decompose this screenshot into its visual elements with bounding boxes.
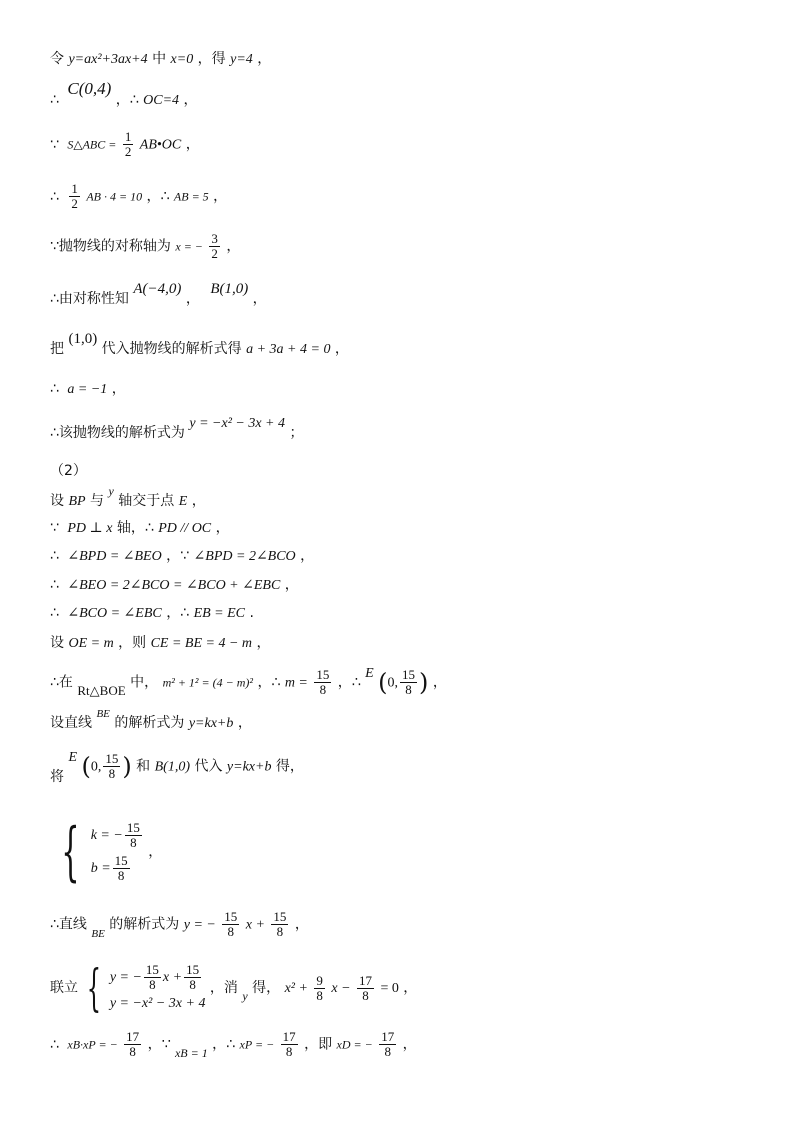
- text: ，: [334, 341, 349, 357]
- math: ∠BPD = 2∠BCO: [193, 549, 296, 564]
- math: y: [108, 484, 114, 498]
- text: 中，: [130, 674, 159, 691]
- math: A(−4,0): [133, 281, 182, 297]
- line-8: [50, 380, 126, 399]
- math: xD = −: [336, 1037, 373, 1052]
- math: 0,: [387, 675, 399, 691]
- line-1: [50, 50, 271, 69]
- text: ，: [213, 188, 228, 205]
- math: E: [178, 494, 188, 509]
- text: ，: [256, 635, 271, 651]
- line-19: [50, 749, 304, 785]
- math: AB = 5: [173, 189, 209, 204]
- math: x −: [331, 981, 351, 996]
- text: ∴该抛物线的解析式为: [50, 425, 185, 441]
- equation-system: y = − $\frac{15}{8}$ x + $\frac{15}{8}$ y = −x² − 3x + 4: [109, 961, 206, 1011]
- line-3: [50, 130, 200, 159]
- text: ，∴: [115, 92, 139, 108]
- text: 将: [50, 768, 64, 785]
- text: ，消: [209, 980, 238, 996]
- text: 代入抛物线的解析式得: [101, 341, 242, 357]
- line-20: [50, 812, 162, 892]
- text: 代入: [194, 758, 223, 775]
- text: ，∵: [166, 548, 190, 564]
- math: ∠BPD = ∠BEO: [67, 549, 162, 564]
- math: (1,0): [68, 331, 98, 347]
- line-22: [50, 958, 417, 1018]
- math: AB · 4 = 10: [86, 189, 143, 204]
- line-18: [50, 708, 252, 733]
- line-7: [50, 331, 349, 359]
- math: x² +: [284, 981, 308, 996]
- math: y=4: [230, 52, 253, 67]
- math: BE: [91, 927, 105, 940]
- text: ，: [226, 238, 241, 255]
- therefore-symbol: ∴: [50, 577, 59, 593]
- text: ∵抛物线的对称轴为: [50, 238, 171, 255]
- math: a + 3a + 4 = 0: [246, 342, 331, 357]
- line-2: [50, 79, 198, 110]
- text: ∴直线: [50, 916, 87, 933]
- therefore-symbol: ∴: [50, 381, 59, 397]
- text: 得，: [252, 980, 281, 996]
- math: OC=4: [143, 93, 180, 108]
- text: ，: [252, 291, 267, 307]
- math: EB = EC: [193, 606, 246, 621]
- text: 得，: [275, 758, 304, 775]
- text: ，: [432, 674, 447, 691]
- line-6: [50, 281, 267, 308]
- math: y=ax²+3ax+4: [68, 52, 148, 67]
- text: 和: [136, 758, 151, 775]
- text: ，: [237, 715, 252, 731]
- math: S△ABC =: [67, 137, 117, 152]
- text: ，: [300, 548, 315, 564]
- line-11: [50, 484, 206, 511]
- text: 轴，∴: [116, 520, 154, 536]
- text: ∴由对称性知: [50, 291, 129, 307]
- text: ，: [402, 1036, 417, 1053]
- because-symbol: ∵: [50, 136, 59, 153]
- therefore-symbol: ∴: [50, 92, 59, 108]
- text: ，: [185, 136, 200, 153]
- text: ；: [289, 425, 304, 441]
- fraction: $\frac{15}{8}$: [316, 667, 330, 697]
- line-15: [50, 604, 254, 623]
- math: 0,: [90, 759, 102, 775]
- text: ，∴: [337, 674, 361, 691]
- line-10: [50, 462, 87, 480]
- fraction: $\frac{15}{8}$: [105, 751, 119, 781]
- math: xB = 1: [174, 1045, 208, 1060]
- section-number: （2）: [50, 463, 87, 479]
- math: y = −: [183, 917, 216, 933]
- fraction: $\frac{3}{2}$: [211, 231, 218, 261]
- math: PD // OC: [158, 521, 212, 536]
- math: y=kx+b: [188, 716, 234, 731]
- text: 轴交于点: [118, 493, 175, 509]
- paren: (: [81, 752, 91, 781]
- text: ，: [257, 51, 272, 67]
- math: xB·xP = −: [67, 1037, 118, 1052]
- math: E: [365, 665, 374, 681]
- math: AB•OC: [139, 137, 182, 153]
- fraction: $\frac{17}{8}$: [381, 1029, 395, 1059]
- text: 把: [50, 341, 64, 357]
- fraction: $\frac{15}{8}$: [273, 909, 287, 939]
- text: 设直线: [50, 715, 92, 731]
- text: 与: [90, 493, 105, 509]
- math: B(1,0): [154, 759, 191, 775]
- fraction: $\frac{15}{8}$: [224, 909, 238, 939]
- line-5: [50, 232, 240, 261]
- therefore-symbol: ∴: [50, 548, 59, 564]
- line-14: [50, 576, 299, 595]
- text: ，∴: [212, 1036, 236, 1053]
- fraction: $\frac{17}{8}$: [358, 972, 372, 1003]
- text: ，: [191, 493, 206, 509]
- text: 的解析式为: [114, 715, 185, 731]
- math: OE = m: [68, 636, 114, 651]
- math: BE: [96, 708, 110, 720]
- therefore-symbol: ∴: [50, 605, 59, 621]
- line-13: [50, 547, 314, 566]
- text: ，: [284, 577, 299, 593]
- line-9: [50, 416, 304, 443]
- fraction: $\frac{9}{8}$: [316, 972, 323, 1003]
- therefore-symbol: ∴: [50, 188, 59, 205]
- math: m² + 1² = (4 − m)²: [162, 675, 253, 690]
- math: BP: [68, 494, 86, 509]
- text: 设: [50, 635, 64, 651]
- math: ∠BEO = 2∠BCO = ∠BCO + ∠EBC: [67, 578, 281, 593]
- math: m =: [284, 675, 308, 691]
- math: xP = −: [239, 1037, 275, 1052]
- math: x = −: [175, 239, 203, 254]
- math: y=kx+b: [226, 759, 272, 775]
- math: = 0: [380, 981, 399, 996]
- line-17: [50, 665, 447, 698]
- text: 令: [50, 51, 64, 67]
- math: E: [68, 749, 78, 765]
- line-21: [50, 910, 309, 939]
- left-brace: {: [61, 815, 80, 889]
- text: ，: [111, 381, 126, 397]
- therefore-symbol: ∴: [50, 1036, 59, 1053]
- text: ，∴: [166, 605, 190, 621]
- math: x=0: [170, 52, 194, 67]
- line-4: [50, 182, 227, 211]
- line-16: [50, 634, 271, 653]
- math: y = −x² − 3x + 4: [189, 416, 286, 431]
- fraction: $\frac{1}{2}$: [71, 181, 78, 211]
- math: B(1,0): [210, 281, 249, 297]
- text: 联立: [50, 980, 78, 996]
- fraction: $\frac{17}{8}$: [282, 1029, 296, 1059]
- text: ，得: [197, 51, 226, 67]
- math: C(0,4): [67, 79, 112, 98]
- line-12: [50, 519, 230, 538]
- text: ，: [185, 291, 200, 307]
- line-23: [50, 1030, 417, 1059]
- math: CE = BE = 4 − m: [150, 636, 253, 651]
- math: Rt△BOE: [77, 682, 126, 698]
- paren: ): [122, 752, 132, 781]
- math: ∠BCO = ∠EBC: [67, 606, 162, 621]
- text: ，: [294, 916, 309, 933]
- math: y: [242, 989, 248, 1003]
- equation-system: k = − $\frac{15}{8}$ b = $\frac{15}{8}$: [90, 819, 140, 883]
- paren: ): [419, 668, 429, 697]
- text: ，则: [118, 635, 147, 651]
- text: 中: [152, 51, 167, 67]
- math: x +: [245, 917, 265, 933]
- fraction: $\frac{17}{8}$: [126, 1029, 140, 1059]
- paren: (: [378, 668, 388, 697]
- fraction: $\frac{15}{8}$: [402, 667, 416, 697]
- math: a = −1: [67, 382, 108, 397]
- text: ，即: [304, 1036, 333, 1053]
- text: ，∵: [147, 1036, 171, 1053]
- text: ，: [215, 520, 230, 536]
- fraction: $\frac{1}{2}$: [124, 129, 132, 159]
- math: PD ⊥ x: [67, 521, 113, 536]
- because-symbol: ∵: [50, 520, 59, 536]
- text: ，: [403, 980, 418, 996]
- text: 设: [50, 493, 64, 509]
- text: .: [249, 605, 254, 621]
- text: 的解析式为: [109, 916, 180, 933]
- left-brace: {: [86, 959, 102, 1017]
- text: ，: [183, 92, 198, 108]
- text: ，: [148, 844, 163, 860]
- text: ，∴: [146, 188, 170, 205]
- text: ，∴: [257, 674, 281, 691]
- text: ∴在: [50, 674, 73, 691]
